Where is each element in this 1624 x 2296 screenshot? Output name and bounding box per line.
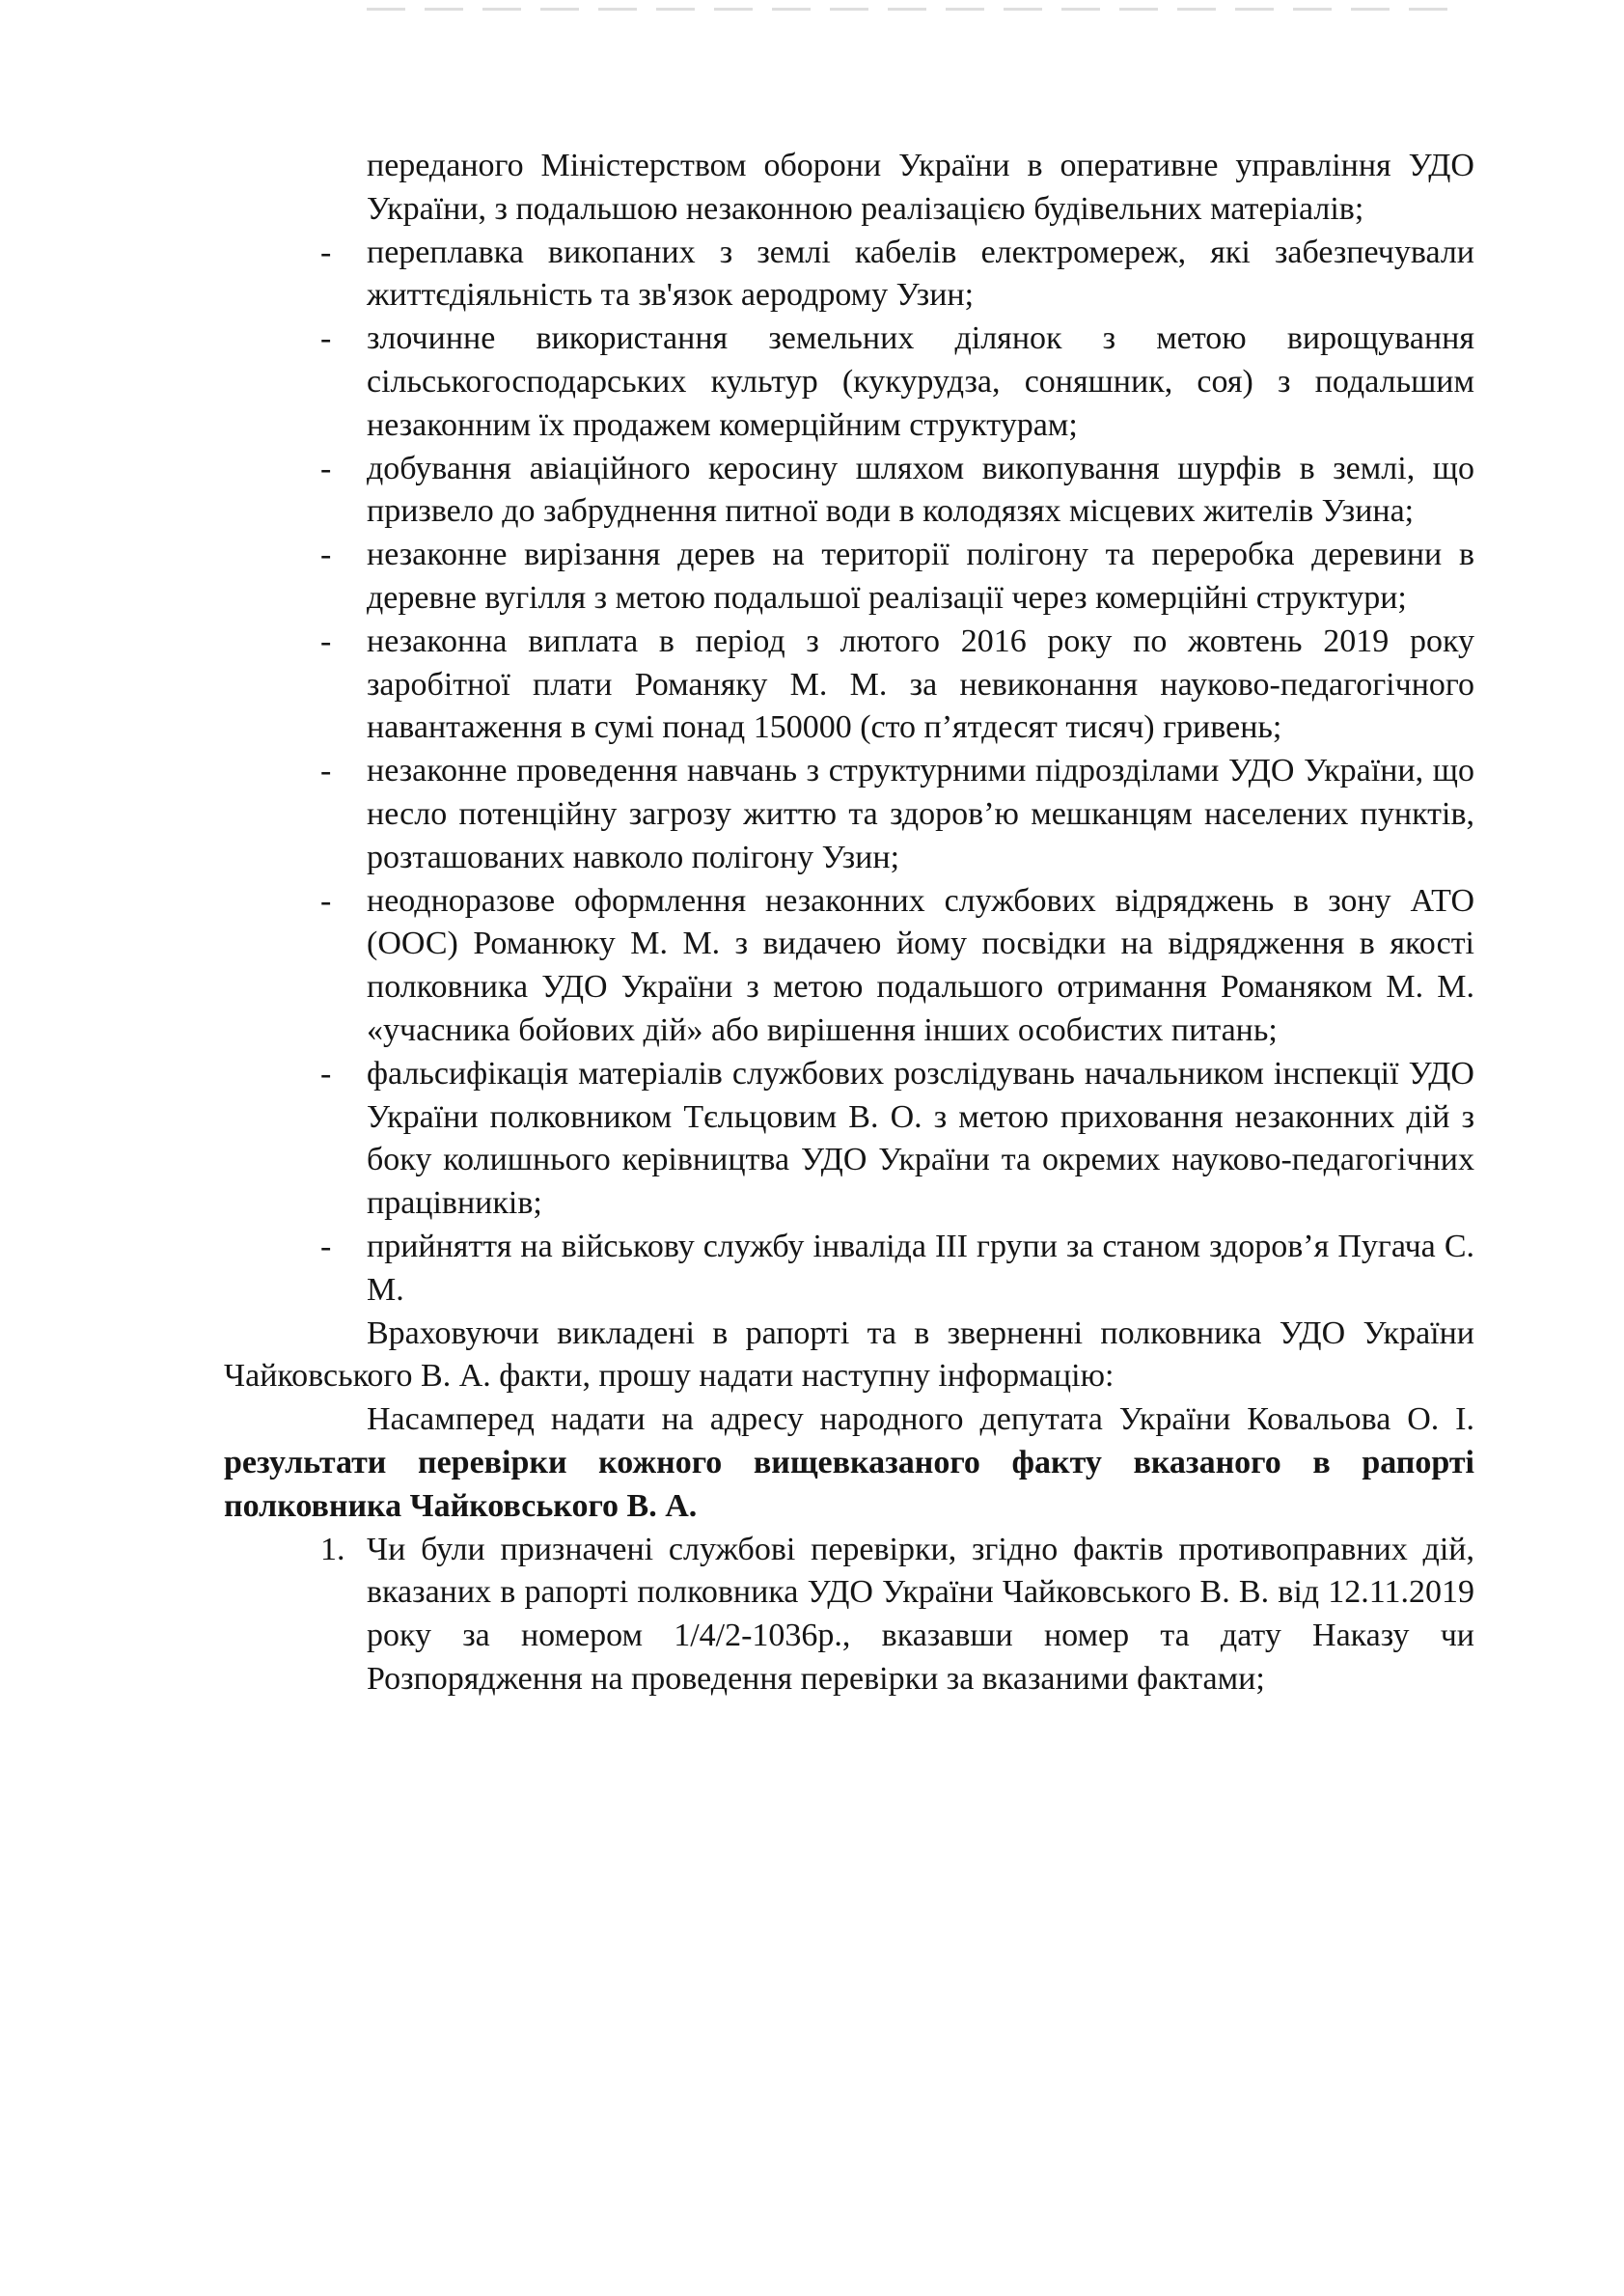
list-item — [224, 534, 1474, 621]
list-item — [224, 621, 1474, 750]
list-item-text: неодноразове оформлення незаконних службових відряджень в зону АТО (ООС) Романюку М. М. з видачею йому посвідки на відрядження в якості полковника УДО України з метою подальшого отримання Романяком М. М. «учасника бойових дій» або вирішення інших особистих питань; — [367, 882, 1474, 1048]
list-item-text: переданого Міністерством оборони України в оперативне управління УДО України, з подальшою незаконною реалізацією будівельних матеріалів; — [367, 148, 1474, 227]
priority-paragraph — [224, 1398, 1474, 1528]
priority-emphasis: результати перевірки кожного вищевказаного факту вказаного в рапорті полковника Чайковського В. А. — [224, 1444, 1474, 1524]
list-item — [224, 448, 1474, 535]
list-item-text: незаконне проведення навчань з структурними підрозділами УДО України, що несло потенційну загрозу життю та здоров’ю мешканцям населених пунктів, розташованих навколо полігону Узин; — [367, 753, 1474, 875]
document-body — [224, 145, 1474, 1701]
bullet-marker: - — [320, 234, 332, 270]
list-item — [224, 318, 1474, 447]
bullet-marker: - — [320, 622, 332, 659]
request-paragraph: Враховуючи викладені в рапорті та в зверненні полковника УДО України Чайковського В. А. факти, прошу надати наступну інформацію: — [224, 1314, 1474, 1395]
list-item — [224, 1053, 1474, 1226]
list-item-text: добування авіаційного керосину шляхом викопування шурфів в землі, що призвело до забруднення питної води в колодязях місцевих жителів Узина; — [367, 450, 1474, 530]
questions-list — [224, 1529, 1474, 1701]
numbered-item-text: Чи були призначені службові перевірки, згідно фактів противоправних дій, вказаних в рапорті полковника УДО України Чайковського В. В. від 12.11.2019 року за номером 1/4/2-1036р., вказавши номер та дату Наказу чи Розпорядження на проведення перевірки за вказаними фактами; — [367, 1531, 1474, 1697]
list-item — [224, 232, 1474, 318]
priority-text: Насамперед надати на адресу народного депутата України Ковальова О. І. — [367, 1401, 1474, 1438]
scan-edge-artifact — [367, 8, 1447, 11]
list-item — [224, 1226, 1474, 1313]
list-item-text: незаконна виплата в період з лютого 2016 року по жовтень 2019 року заробітної плати Романяку М. М. за невиконання науково-педагогічного навантаження в сумі понад 150000 (сто п’ятдесят тисяч) гривень; — [367, 622, 1474, 746]
numbered-item — [224, 1529, 1474, 1701]
bullet-marker: - — [320, 1055, 332, 1092]
list-item — [224, 750, 1474, 879]
bullet-marker: - — [320, 537, 332, 573]
bullet-marker: - — [320, 320, 332, 357]
bullet-marker: - — [320, 882, 332, 919]
list-item-text: фальсифікація матеріалів службових розслідувань начальником інспекції УДО України полковником Тєльцовим В. О. з метою приховання незаконних дій з боку колишнього керівництва УДО України та окремих науково-педагогічних працівників; — [367, 1055, 1474, 1222]
bullet-marker: - — [320, 450, 332, 486]
violations-list — [224, 145, 1474, 1313]
list-item-continuation — [224, 145, 1474, 232]
list-item-text: переплавка викопаних з землі кабелів електромереж, які забезпечували життєдіяльність та зв'язок аеродрому Узин; — [367, 234, 1474, 314]
bullet-marker: - — [320, 753, 332, 789]
list-item-text: незаконне вирізання дерев на території полігону та переробка деревини в деревне вугілля з метою подальшої реалізації через комерційні структури; — [367, 537, 1474, 616]
item-number: 1. — [320, 1531, 345, 1567]
list-item-text: злочинне використання земельних ділянок з метою вирощування сільськогосподарських культур (кукурудза, соняшник, соя) з подальшим незаконним їх продажем комерційним структурам; — [367, 320, 1474, 443]
bullet-marker: - — [320, 1228, 332, 1264]
list-item-text: прийняття на військову службу інваліда III групи за станом здоров’я Пугача С. М. — [367, 1228, 1474, 1308]
list-item — [224, 880, 1474, 1053]
